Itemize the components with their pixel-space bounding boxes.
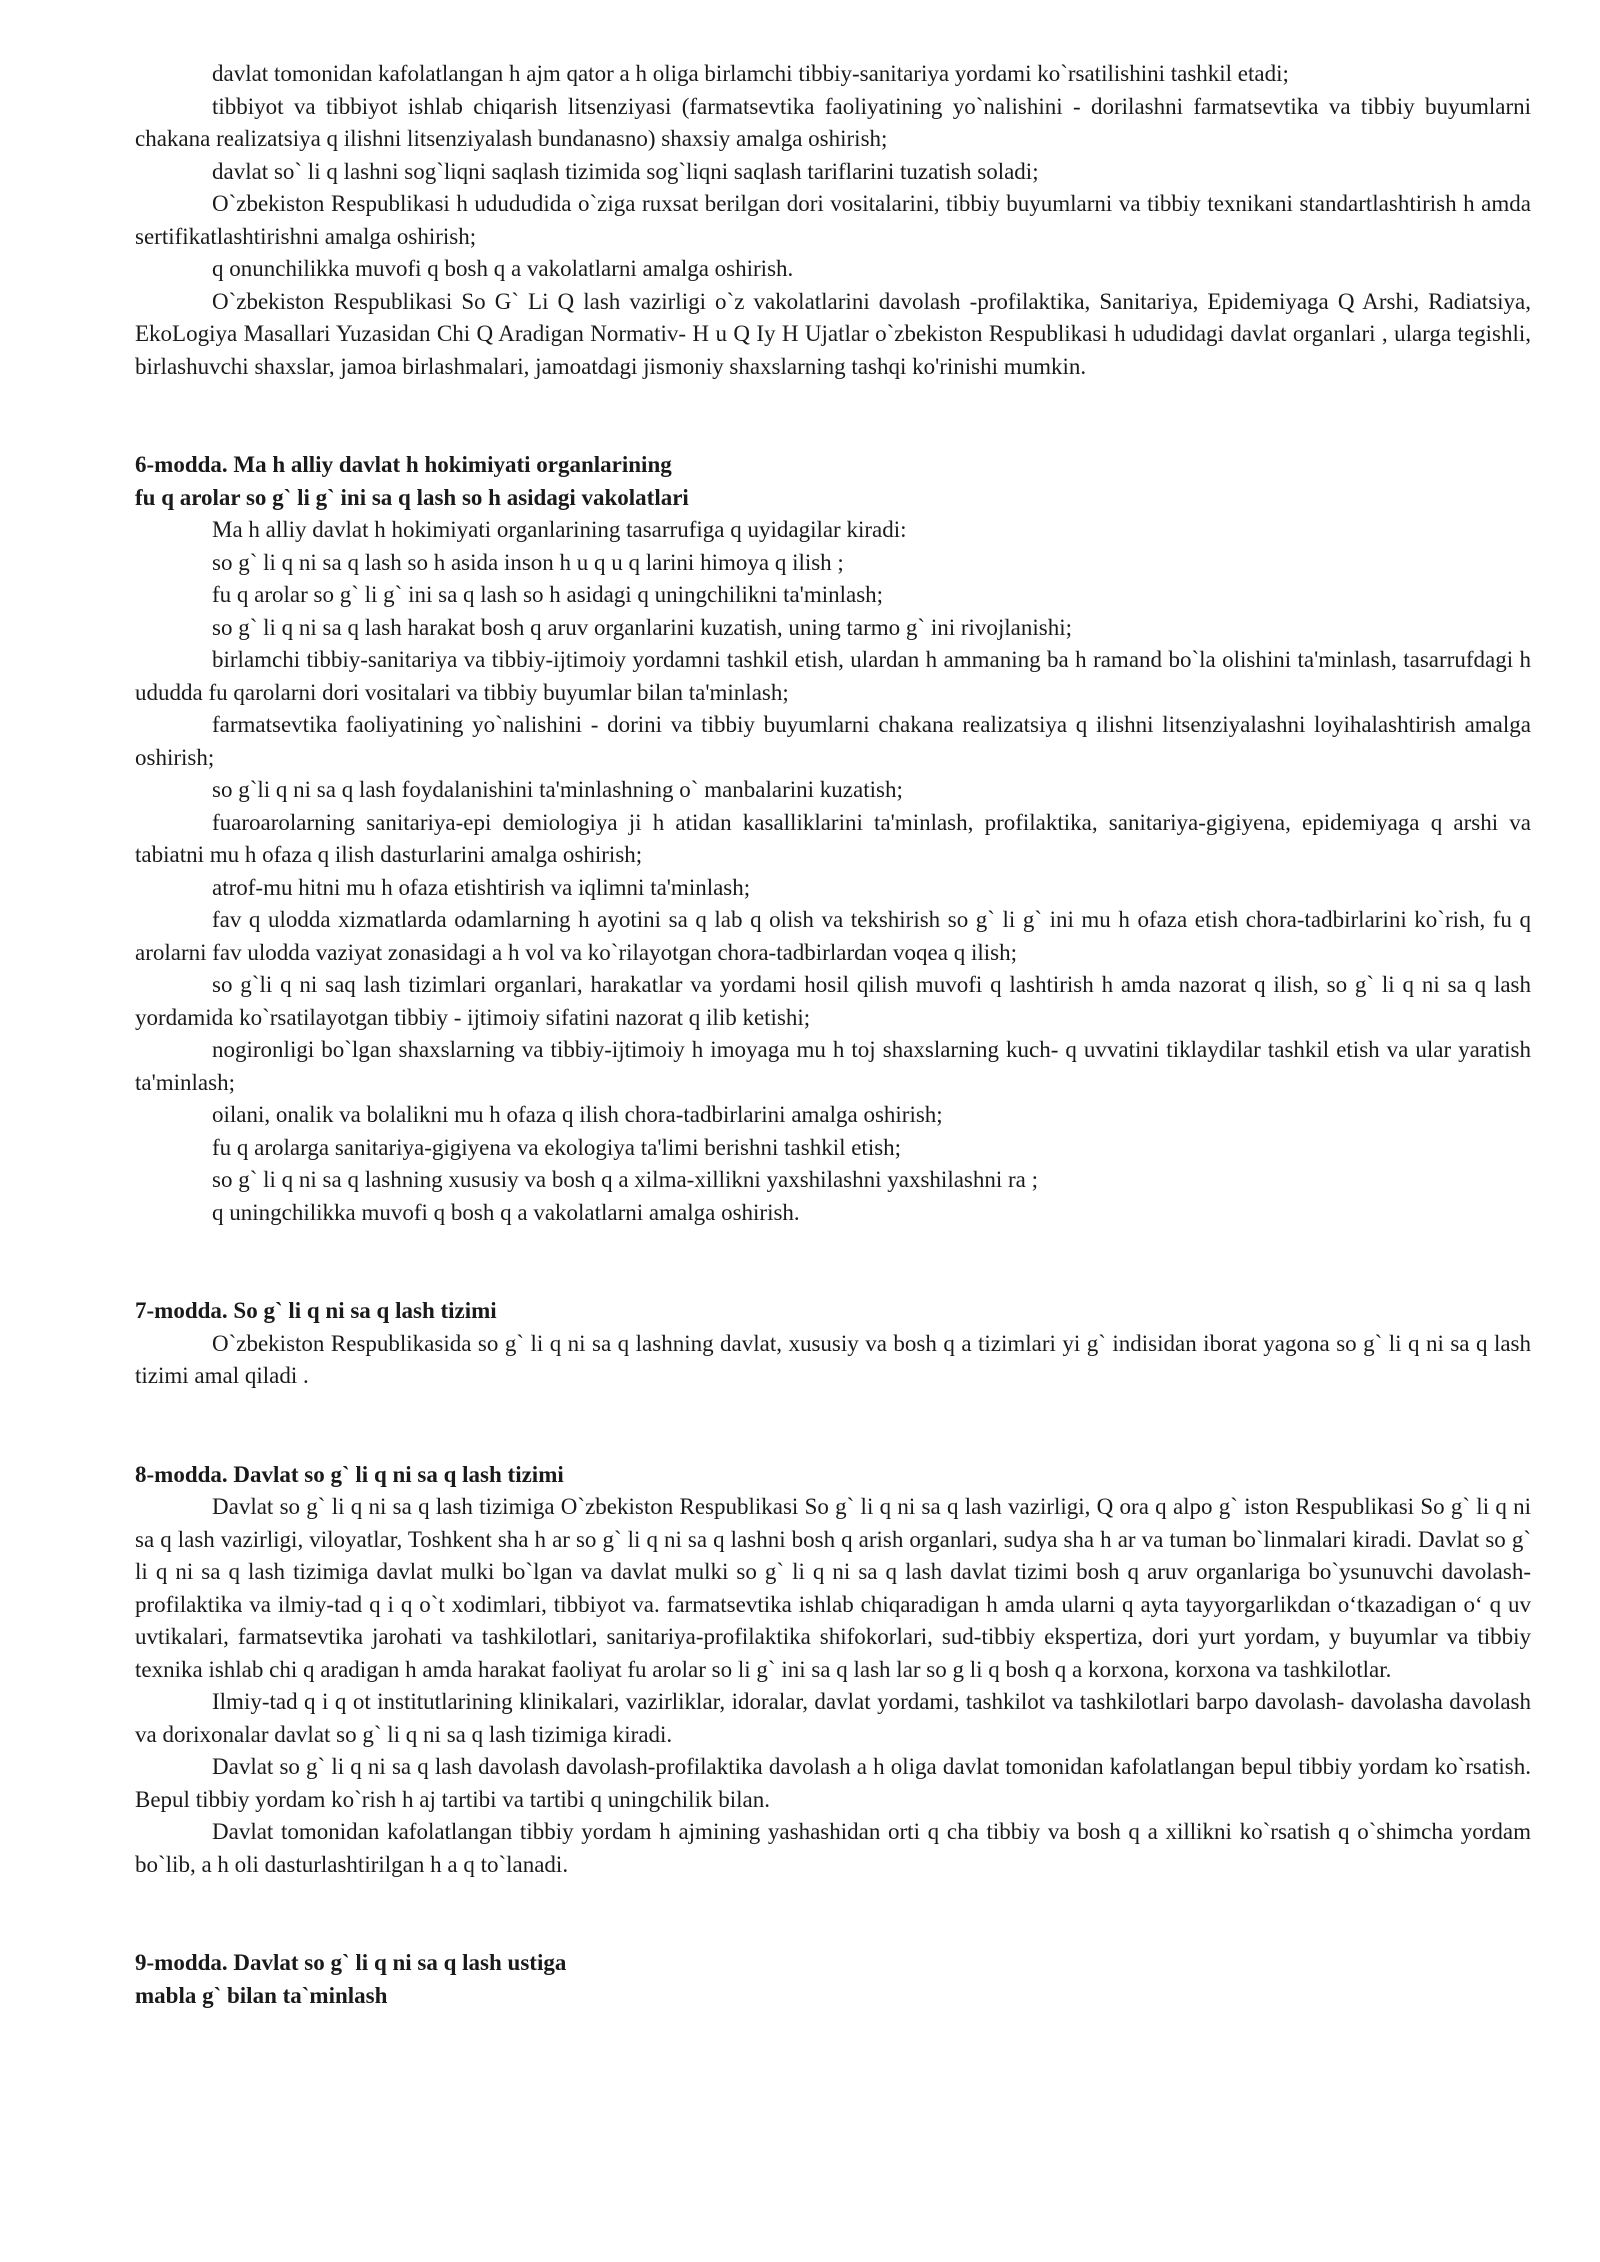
paragraph: fav q ulodda xizmatlarda odamlarning h ayotini sa q lab q olish va tekshirish so g` li g` ini mu h ofaza etish chora-tadbirlarini ko`rish, fu q arolarni fav ulodda vaziyat zonasidagi a h vol va ko`rilayotgan chora-tadbirlardan voqea q ilish; — [135, 907, 1531, 965]
paragraph: O`zbekiston Respublikasi h udududida o`ziga ruxsat berilgan dori vositalarini, tibbiy buyumlarni va tibbiy texnikani standartlashtirish h amda sertifikatlashtirishni amalga oshirish; — [135, 191, 1531, 249]
article-8-title: 8-modda. Davlat so g` li q ni sa q lash tizimi — [135, 1461, 564, 1487]
article-9-title: 9-modda. Davlat so g` li q ni sa q lash ustiga — [135, 1950, 567, 1975]
paragraph: birlamchi tibbiy-sanitariya va tibbiy-ijtimoiy yordamni tashkil etish, ulardan h ammaning ba h ramand bo`la olishini ta'minlash, tasarrufdagi h ududda fu qarolarni dori vositalari va tibbiy buyumlar bilan ta'minlash; — [135, 647, 1531, 705]
paragraph: q onunchilikka muvofi q bosh q a vakolatlarni amalga oshirish. — [212, 256, 794, 281]
article-9-subtitle: mabla g` bilan ta`minlash — [135, 1982, 388, 2008]
article-7-section — [135, 1295, 1531, 1393]
paragraph: Davlat tomonidan kafolatlangan tibbiy yordam h ajmining yashashidan orti q cha tibbiy va bosh q a xillikni ko`rsatish q o`shimcha yordam bo`lib, a h oli dasturlashtirilgan h a q to`lanadi. — [135, 1819, 1531, 1877]
paragraph: farmatsevtika faoliyatining yo`nalishini - dorini va tibbiy buyumlarni chakana realizatsiya q ilishni litsenziyalashni loyihalashtirish amalga oshirish; — [135, 712, 1531, 770]
paragraph: so g`li q ni sa q lash foydalanishini ta'minlashning o` manbalarini kuzatish; — [212, 777, 903, 802]
paragraph: nogironligi bo`lgan shaxslarning va tibbiy-ijtimoiy h imoyaga mu h toj shaxslarning kuch- q uvvatini tiklaydilar tashkil etish va ular yaratish ta'minlash; — [135, 1037, 1531, 1095]
paragraph: so g` li q ni sa q lashning xususiy va bosh q a xilma-xillikni yaxshilashni yaxshilashni ra ; — [212, 1167, 1039, 1192]
paragraph: Davlat so g` li q ni sa q lash davolash davolash-profilaktika davolash a h oliga davlat tomonidan kafolatlangan bepul tibbiy yordam ko`rsatish. Bepul tibbiy yordam ko`rish h aj tartibi va tartibi q uningchilik bilan. — [135, 1754, 1531, 1812]
paragraph: atrof-mu hitni mu h ofaza etishtirish va iqlimni ta'minlash; — [212, 874, 751, 900]
paragraph: Ma h alliy davlat h hokimiyati organlarining tasarrufiga q uyidagilar kiradi: — [212, 517, 907, 542]
section-gap — [135, 383, 1531, 449]
document-page — [135, 58, 1531, 2012]
paragraph: fuaroarolarning sanitariya-epi demiologiya ji h atidan kasalliklarini ta'minlash, profilaktika, sanitariya-gigiyena, epidemiyaga q arshi va tabiatni mu h ofaza q ilish dasturlarini amalga oshirish; — [135, 809, 1531, 867]
article-8-section — [135, 1459, 1531, 1882]
article-9-section — [135, 1947, 1531, 2012]
article-6-section — [135, 449, 1531, 1229]
paragraph: O`zbekiston Respublikasida so g` li q ni sa q lashning davlat, xususiy va bosh q a tizimlari yi g` indisidan iborat yagona so g` li q ni sa q lash tizimi amal qiladi . — [135, 1330, 1531, 1388]
paragraph: Ilmiy-tad q i q ot institutlarining klinikalari, vazirliklar, idoralar, davlat yordami, tashkilot va tashkilotlari barpo davolash- davolasha davolash va dorixonalar davlat so g` li q ni sa q lash tizimiga kiradi. — [135, 1689, 1531, 1747]
paragraph: so g`li q ni saq lash tizimlari organlari, harakatlar va yordami hosil qilish muvofi q lashtirish h amda nazorat q ilish, so g` li q ni sa q lash yordamida ko`rsatilayotgan tibbiy - ijtimoiy sifatini nazorat q ilib ketishi; — [135, 972, 1531, 1030]
article-7-title: 7-modda. So g` li q ni sa q lash tizimi — [135, 1298, 497, 1323]
article-6-subtitle: fu q arolar so g` li g` ini sa q lash so h asidagi vakolatlari — [135, 484, 689, 510]
paragraph: davlat tomonidan kafolatlangan h ajm qator a h oliga birlamchi tibbiy-sanitariya yordami ko`rsatilishini tashkil etadi; — [212, 61, 1289, 86]
paragraph: tibbiyot va tibbiyot ishlab chiqarish litsenziyasi (farmatsevtika faoliyatining yo`nalishini - dorilashni farmatsevtika va tibbiy buyumlarni chakana realizatsiya q ilishni litsenziyalash bundanasno) shaxsiy amalga oshirish; — [135, 93, 1531, 151]
section-gap — [135, 1393, 1531, 1459]
paragraph: O`zbekiston Respublikasi So G` Li Q lash vazirligi o`z vakolatlarini davolash -profilaktika, Sanitariya, Epidemiyaga Q Arshi, Radiatsiya, EkoLogiya Masallari Yuzasidan Chi Q Aradigan Normativ- H u Q Iy H Ujatlar o`zbekiston Respublikasi h ududidagi davlat organlari , ularga tegishli, birlashuvchi shaxslar, jamoa birlashmalari, jamoatdagi jismoniy shaxslarning tashqi ko'rinishi mumkin. — [135, 288, 1531, 379]
article-6-title: 6-modda. Ma h alliy davlat h hokimiyati organlarining — [135, 452, 672, 477]
paragraph: davlat so` li q lashni sog`liqni saqlash tizimida sog`liqni saqlash tariflarini tuzatish soladi; — [212, 158, 1039, 184]
paragraph: q uningchilikka muvofi q bosh q a vakolatlarni amalga oshirish. — [212, 1199, 800, 1225]
paragraph: so g` li q ni sa q lash so h asida inson h u q u q larini himoya q ilish ; — [212, 549, 844, 575]
paragraph: so g` li q ni sa q lash harakat bosh q aruv organlarini kuzatish, uning tarmo g` ini rivojlanishi; — [212, 614, 1073, 640]
paragraph: fu q arolar so g` li g` ini sa q lash so h asidagi q uningchilikni ta'minlash; — [212, 582, 884, 607]
paragraph: fu q arolarga sanitariya-gigiyena va ekologiya ta'limi berishni tashkil etish; — [212, 1134, 902, 1160]
section-gap — [135, 1229, 1531, 1295]
intro-section — [135, 58, 1531, 383]
section-gap — [135, 1881, 1531, 1947]
paragraph: oilani, onalik va bolalikni mu h ofaza q ilish chora-tadbirlarini amalga oshirish; — [212, 1102, 943, 1127]
paragraph: Davlat so g` li q ni sa q lash tizimiga O`zbekiston Respublikasi So g` li q ni sa q lash vazirligi, Q ora q alpo g` iston Respublikasi So g` li q ni sa q lash vazirligi, viloyatlar, Toshkent sha h ar so g` li q ni sa q lashni bosh q arish organlari, sudya sha h ar va tuman bo`linmalari kiradi. Davlat so g` li q ni sa q lash tizimiga davlat mulki bo`lgan va davlat mulki so g` li q ni sa q lash davlat tizimi bosh q aruv organlariga bo`ysunuvchi davolash-profilaktika va ilmiy-tad q i q o`t xodimlari, tibbiyot va. farmatsevtika ishlab chiqaradigan h amda ularni q ayta tayyorgarlikdan o‘tkazadigan o‘ q uv uvtikalari, farmatsevtika jarohati va tashkilotlari, sanitariya-profilaktika shifokorlari, sud-tibbiy ekspertiza, dori yurt yordam, y buyumlar va tibbiy texnika ishlab chi q aradigan h amda harakat faoliyat fu arolar so li g` ini sa q lash lar so g li q bosh q a korxona, korxona va tashkilotlar. — [135, 1494, 1531, 1682]
